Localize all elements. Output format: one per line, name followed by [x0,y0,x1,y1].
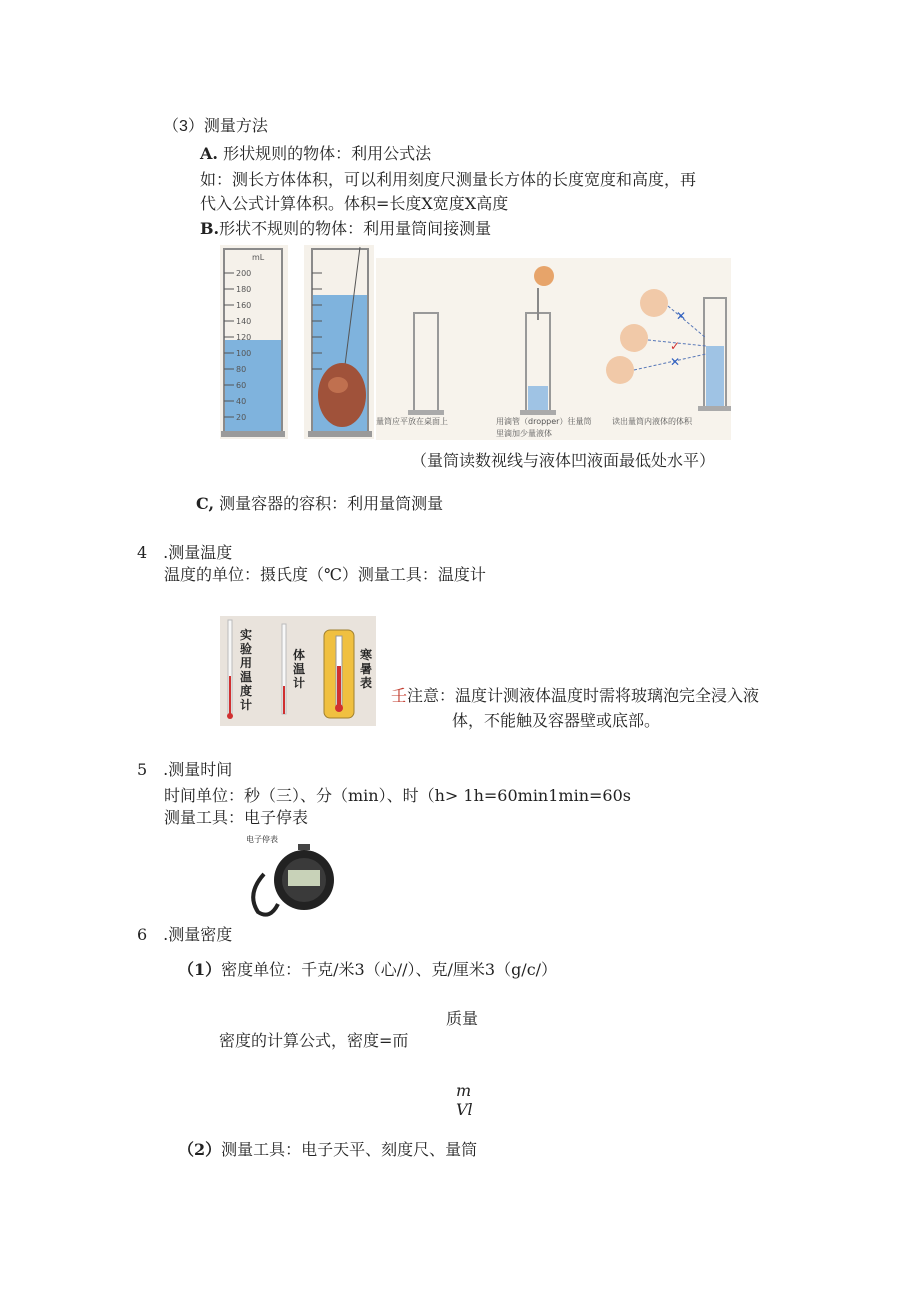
density-formula: 密度的计算公式，密度=而 [219,1031,409,1050]
density-tools-line [178,1140,477,1160]
temperature-unit-line: 温度的单位：摄氏度（℃）测量工具：温度计 [164,565,486,584]
item-b [200,219,491,239]
formula-m: m [456,1081,472,1100]
item-a-label: A. [200,144,218,163]
tick-label: 100 [236,349,252,358]
density-tools-text: 测量工具：电子天平、刻度尺、量筒 [221,1140,478,1159]
item-b-text: 形状不规则的物体：利用量筒间接测量 [219,219,492,238]
section-3-heading: （3）测量方法 [163,118,268,135]
svg-text:✕: ✕ [670,355,681,369]
note-mark: 壬 [391,686,408,705]
tick-label: 140 [236,317,252,326]
time-unit-line: 时间单位：秒（三）、分（min）、时（h> 1h=60min1min=60s [164,786,631,805]
cylinder-unit: mL [252,253,265,262]
cylinder-water-image [220,245,288,439]
tick-label: 80 [236,365,247,374]
clinical-thermometer-label: 体温计 [293,648,306,690]
caption-step2-line1: 用滴管（dropper）往量筒 [496,417,592,426]
stopwatch-label: 电子停表 [246,835,278,844]
tick-label: 120 [236,333,252,342]
density-unit-line [178,960,557,980]
item-b-label: B. [200,219,220,238]
caption-step1: 量筒应平放在桌面上 [376,417,448,426]
note-text: 注意：温度计测液体温度时需将玻璃泡完全浸入液 [407,686,760,705]
item-c-label: C, [196,494,215,513]
tick-label: 200 [236,269,252,278]
svg-text:✓: ✓ [670,339,681,353]
tick-label: 40 [236,397,247,406]
formula-v: Vl [456,1100,473,1119]
density-unit-label: （1） [178,960,222,979]
note-line2: 体，不能触及容器壁或底部。 [452,711,661,730]
lab-thermometer-label: 实验用温度计 [240,628,253,712]
item-a-desc-line1: 如：测长方体体积，可以利用刻度尺测量长方体的长度宽度和高度，再 [200,170,697,189]
figure-caption: （量筒读数视线与液体凹液面最低处水平） [411,451,716,470]
note-line1 [391,686,759,706]
tick-label: 20 [236,413,247,422]
section-6-heading: 6 .测量密度 [137,925,233,944]
caption-step3: 读出量筒内液体的体积 [612,417,692,426]
section-4-heading: 4 .测量温度 [137,543,233,562]
item-a-text: 形状规则的物体：利用公式法 [223,144,432,163]
cylinder-rock-image [304,245,374,439]
tick-label: 60 [236,381,247,390]
item-a [200,144,431,164]
cylinder-reading-image [376,258,731,440]
item-c-text: 测量容器的容积：利用量筒测量 [219,494,444,513]
item-a-desc-line2: 代入公式计算体积。体积=长度X宽度X高度 [200,194,509,213]
thermometers-image [220,616,376,726]
formula-numerator: 质量 [446,1009,479,1028]
stopwatch-image [244,834,340,920]
density-unit-text: 密度单位：千克/米3（心//）、克/厘米3（g/c/） [221,960,558,979]
tick-label: 180 [236,285,252,294]
item-c [196,494,443,514]
caption-step2-line2: 里滴加少量液体 [496,429,552,438]
time-tool-line: 测量工具：电子停表 [164,808,309,827]
room-thermometer-label: 寒暑表 [360,648,373,690]
section-5-heading: 5 .测量时间 [137,760,233,779]
svg-text:✕: ✕ [676,309,687,323]
density-tools-label: （2） [178,1140,222,1159]
tick-label: 160 [236,301,252,310]
